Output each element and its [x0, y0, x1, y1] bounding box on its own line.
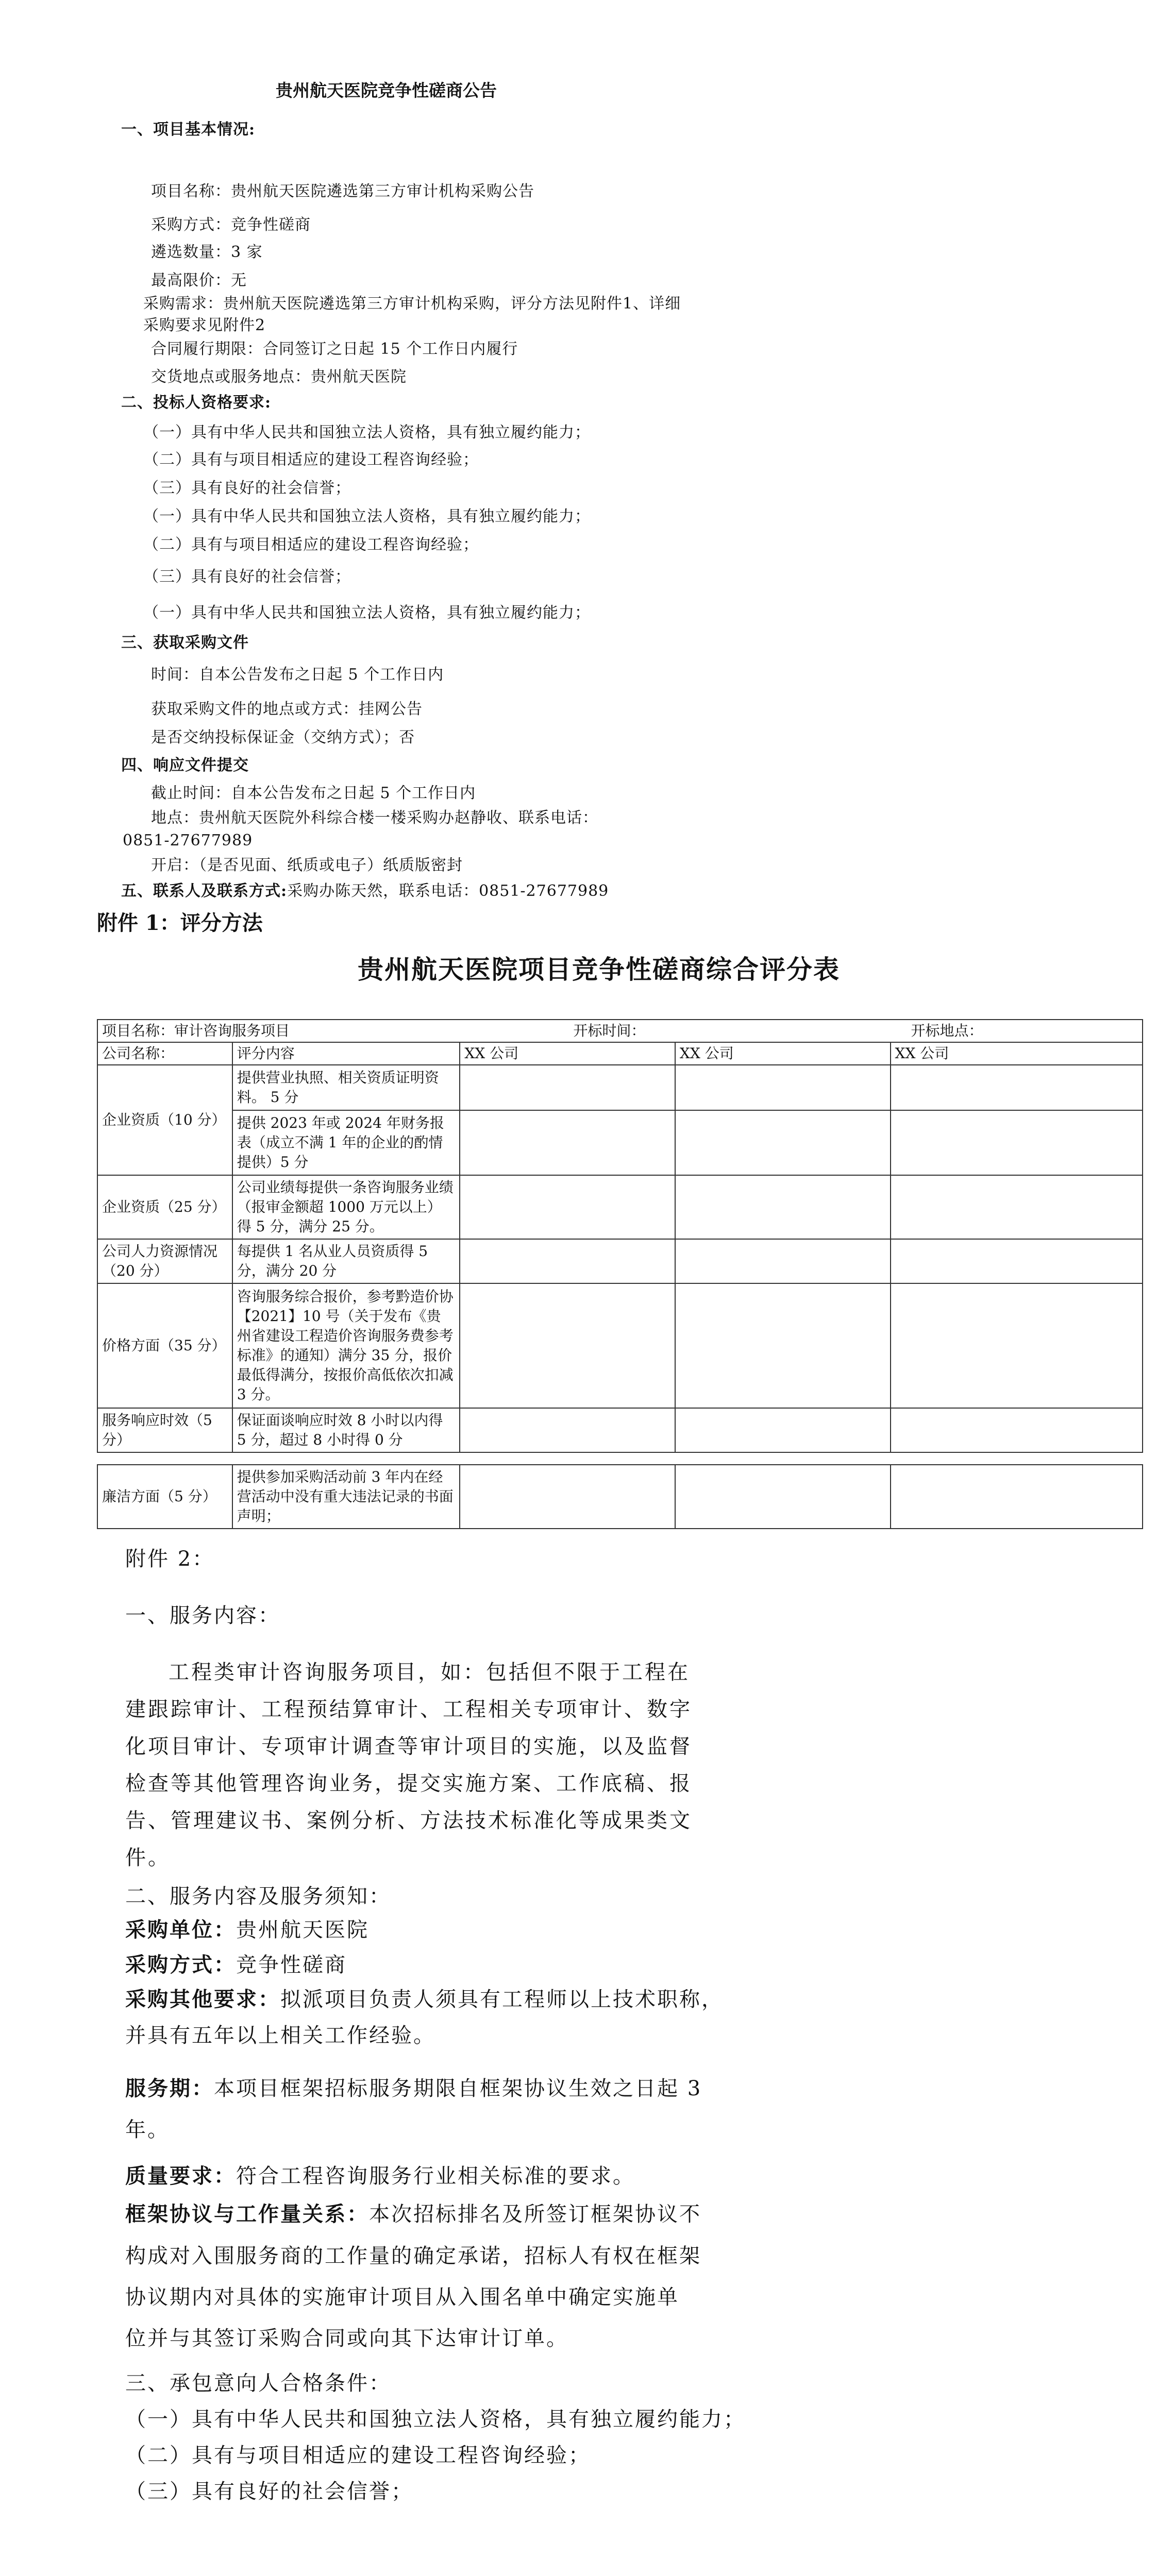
open-time-cell: 开标时间：	[460, 1020, 890, 1042]
score-cell	[891, 1283, 1143, 1408]
project-name-value: 贵州航天医院遴选第三方审计机构采购公告	[231, 182, 534, 200]
criteria-cell: 提供营业执照、相关资质证明资料。 5 分	[232, 1065, 460, 1110]
qualification-condition: （二）具有与项目相适应的建设工程咨询经验；	[125, 2444, 591, 2467]
score-cell	[891, 1065, 1143, 1110]
project-name-line	[151, 181, 534, 202]
category-cell: 服务响应时效（5 分）	[97, 1408, 232, 1452]
score-cell	[675, 1283, 891, 1408]
quality-line	[125, 2158, 635, 2195]
demand-line-2: 采购要求见附件2	[143, 316, 266, 334]
obtain-time: 时间：自本公告发布之日起 5 个工作日内	[151, 666, 444, 684]
score-cell	[675, 1465, 891, 1529]
qualification-item: （一）具有中华人民共和国独立法人资格，具有独立履约能力；	[143, 507, 591, 526]
project-name-cell: 项目名称：审计咨询服务项目	[97, 1020, 460, 1042]
qualification-item: （二）具有与项目相适应的建设工程咨询经验；	[143, 536, 479, 554]
section-5-heading: 五、联系人及联系方式:	[121, 882, 288, 900]
category-cell: 价格方面（35 分）	[97, 1283, 232, 1408]
table-gap-row	[97, 1452, 1143, 1465]
column-header: XX 公司	[460, 1042, 675, 1065]
section-4-heading: 四、响应文件提交	[121, 756, 249, 774]
other-requirements-label: 采购其他要求：	[125, 1987, 280, 2011]
criteria-cell: 提供参加采购活动前 3 年内在经营活动中没有重大违法记录的书面声明；	[232, 1465, 460, 1529]
table-header-info-row	[97, 1020, 1143, 1042]
table-row	[97, 1283, 1143, 1408]
score-cell	[675, 1175, 891, 1239]
purchase-method-2-label: 采购方式：	[125, 1953, 236, 1977]
score-cell	[891, 1465, 1143, 1529]
qualification-item: （三）具有良好的社会信誉；	[143, 568, 351, 586]
contract-period: 合同履行期限：合同签订之日起 15 个工作日内履行	[151, 340, 518, 358]
service-period-text: 本项目框架招标服务期限自框架协议生效之日起 3	[214, 2077, 702, 2100]
quality-label: 质量要求：	[125, 2164, 236, 2188]
qualification-condition: （三）具有良好的社会信誉；	[125, 2480, 413, 2503]
purchase-method-2-line	[125, 1946, 347, 1984]
other-requirements-line-1	[125, 1981, 724, 2018]
category-cell: 企业资质（10 分）	[97, 1065, 232, 1175]
score-cell	[460, 1408, 675, 1452]
max-price-label: 最高限价：	[151, 272, 231, 290]
other-requirements-line-2: 并具有五年以上相关工作经验。	[125, 2024, 435, 2047]
purchase-unit-label: 采购单位：	[125, 1918, 236, 1942]
score-cell	[460, 1283, 675, 1408]
score-cell	[891, 1408, 1143, 1452]
table-row	[97, 1239, 1143, 1283]
qualification-item: （三）具有良好的社会信誉；	[143, 479, 351, 497]
framework-line-2: 构成对入围服务商的工作量的确定承诺，招标人有权在框架	[125, 2244, 701, 2268]
score-cell	[891, 1239, 1143, 1283]
service-period-line-1	[125, 2070, 702, 2107]
score-cell	[460, 1239, 675, 1283]
table-row	[97, 1110, 1143, 1175]
purchase-method-value: 竞争性磋商	[231, 216, 311, 234]
table-column-header-row	[97, 1042, 1143, 1065]
framework-line-4: 位并与其签订采购合同或向其下达审计订单。	[125, 2327, 568, 2350]
framework-text: 本次招标排名及所签订框架协议不	[369, 2202, 701, 2226]
purchase-unit-line	[125, 1911, 369, 1948]
qualification-item: （一）具有中华人民共和国独立法人资格，具有独立履约能力；	[143, 604, 591, 622]
score-cell	[675, 1065, 891, 1110]
category-cell: 公司人力资源情况（20 分）	[97, 1239, 232, 1283]
page-title: 贵州航天医院竞争性磋商公告	[276, 80, 497, 100]
qualification-item: （一）具有中华人民共和国独立法人资格，具有独立履约能力；	[143, 423, 591, 442]
obtain-place: 获取采购文件的地点或方式：挂网公告	[151, 700, 423, 718]
submit-deadline: 截止时间：自本公告发布之日起 5 个工作日内	[151, 784, 476, 802]
section-1-heading: 一、项目基本情况:	[121, 121, 256, 139]
delivery-place: 交货地点或服务地点：贵州航天医院	[151, 368, 407, 386]
score-cell	[460, 1175, 675, 1239]
score-cell	[460, 1465, 675, 1529]
other-requirements-text: 拟派项目负责人须具有工程师以上技术职称，	[280, 1988, 724, 2011]
column-header: XX 公司	[675, 1042, 891, 1065]
section-2-heading: 二、投标人资格要求:	[121, 394, 272, 412]
criteria-cell: 咨询服务综合报价，参考黔造价协【2021】10 号（关于发布《贵州省建设工程造价咨询服务费参考标准》的通知）满分 35 分，报价最低得满分，按报价高低依次扣减 3 分。	[232, 1283, 460, 1408]
contact-info: 采购办陈天然，联系电话：0851-27677989	[287, 882, 609, 900]
max-price-value: 无	[231, 272, 247, 290]
column-header: 评分内容	[232, 1042, 460, 1065]
annex-1-label: 附件 1：评分方法	[97, 911, 263, 935]
quantity-label: 遴选数量：	[151, 243, 231, 261]
column-header: 公司名称：	[97, 1042, 232, 1065]
qualification-item: （二）具有与项目相适应的建设工程咨询经验；	[143, 451, 479, 469]
max-price-line	[151, 270, 247, 291]
deposit-info: 是否交纳投标保证金（交纳方式）；否	[151, 728, 415, 747]
purchase-method-line	[151, 215, 311, 235]
score-cell	[675, 1110, 891, 1175]
score-cell	[675, 1408, 891, 1452]
service-period-label: 服务期：	[125, 2076, 214, 2100]
score-cell	[675, 1239, 891, 1283]
criteria-cell: 提供 2023 年或 2024 年财务报表（成立不满 1 年的企业的酌情提供）5 分	[232, 1110, 460, 1175]
framework-line-3: 协议期内对具体的实施审计项目从入围名单中确定实施单	[125, 2285, 679, 2309]
annex-2-label: 附件 2：	[125, 1547, 215, 1571]
open-place-cell: 开标地点：	[891, 1020, 1143, 1042]
service-period-line-2: 年。	[125, 2118, 170, 2142]
criteria-cell: 保证面谈响应时效 8 小时以内得 5 分，超过 8 小时得 0 分	[232, 1408, 460, 1452]
table-row	[97, 1065, 1143, 1110]
section-3-heading: 三、获取采购文件	[121, 634, 249, 652]
service-paragraph: 工程类审计咨询服务项目，如：包括但不限于工程在建跟踪审计、工程预结算审计、工程相关专项审计、数字化项目审计、专项审计调查等审计项目的实施，以及监督检查等其他管理咨询业务，提交实施方案、工作底稿、报告、管理建议书、案例分析、方法技术标准化等成果类文件。	[125, 1660, 692, 1870]
column-header: XX 公司	[891, 1042, 1143, 1065]
score-cell	[891, 1110, 1143, 1175]
criteria-cell: 公司业绩每提供一条咨询服务业绩（报审金额超 1000 万元以上）得 5 分，满分 25 分。	[232, 1175, 460, 1239]
framework-line-1	[125, 2196, 701, 2233]
category-cell: 企业资质（25 分）	[97, 1175, 232, 1239]
table-row	[97, 1465, 1143, 1529]
table-row	[97, 1408, 1143, 1452]
qualification-heading: 三、承包意向人合格条件：	[125, 2371, 391, 2395]
score-table-title: 贵州航天医院项目竞争性磋商综合评分表	[358, 954, 840, 985]
submit-address-2: 0851-27677989	[123, 832, 253, 850]
score-cell	[460, 1110, 675, 1175]
table-row	[97, 1175, 1143, 1239]
quantity-value: 3 家	[231, 243, 263, 261]
category-cell: 廉洁方面（5 分）	[97, 1465, 232, 1529]
score-cell	[891, 1175, 1143, 1239]
submit-address-1: 地点：贵州航天医院外科综合楼一楼采购办赵静收、联系电话：	[151, 809, 598, 827]
framework-label: 框架协议与工作量关系：	[125, 2202, 369, 2226]
purchase-method-2-value: 竞争性磋商	[236, 1953, 347, 1977]
score-table	[97, 1019, 1143, 1529]
demand-line-1: 采购需求：贵州航天医院遴选第三方审计机构采购，评分方法见附件1、详细	[143, 295, 681, 313]
notice-heading: 二、服务内容及服务须知：	[125, 1885, 391, 1908]
purchase-method-label: 采购方式：	[151, 216, 231, 234]
purchase-unit-value: 贵州航天医院	[236, 1918, 369, 1942]
opening-info: 开启：（是否见面、纸质或电子）纸质版密封	[151, 856, 463, 874]
quality-text: 符合工程咨询服务行业相关标准的要求。	[236, 2164, 635, 2188]
service-heading: 一、服务内容：	[125, 1604, 280, 1628]
section-5-line	[121, 881, 609, 902]
qualification-condition: （一）具有中华人民共和国独立法人资格，具有独立履约能力；	[125, 2408, 746, 2431]
quantity-line	[151, 242, 263, 263]
criteria-cell: 每提供 1 名从业人员资质得 5 分，满分 20 分	[232, 1239, 460, 1283]
score-cell	[460, 1065, 675, 1110]
project-name-label: 项目名称：	[151, 182, 231, 200]
